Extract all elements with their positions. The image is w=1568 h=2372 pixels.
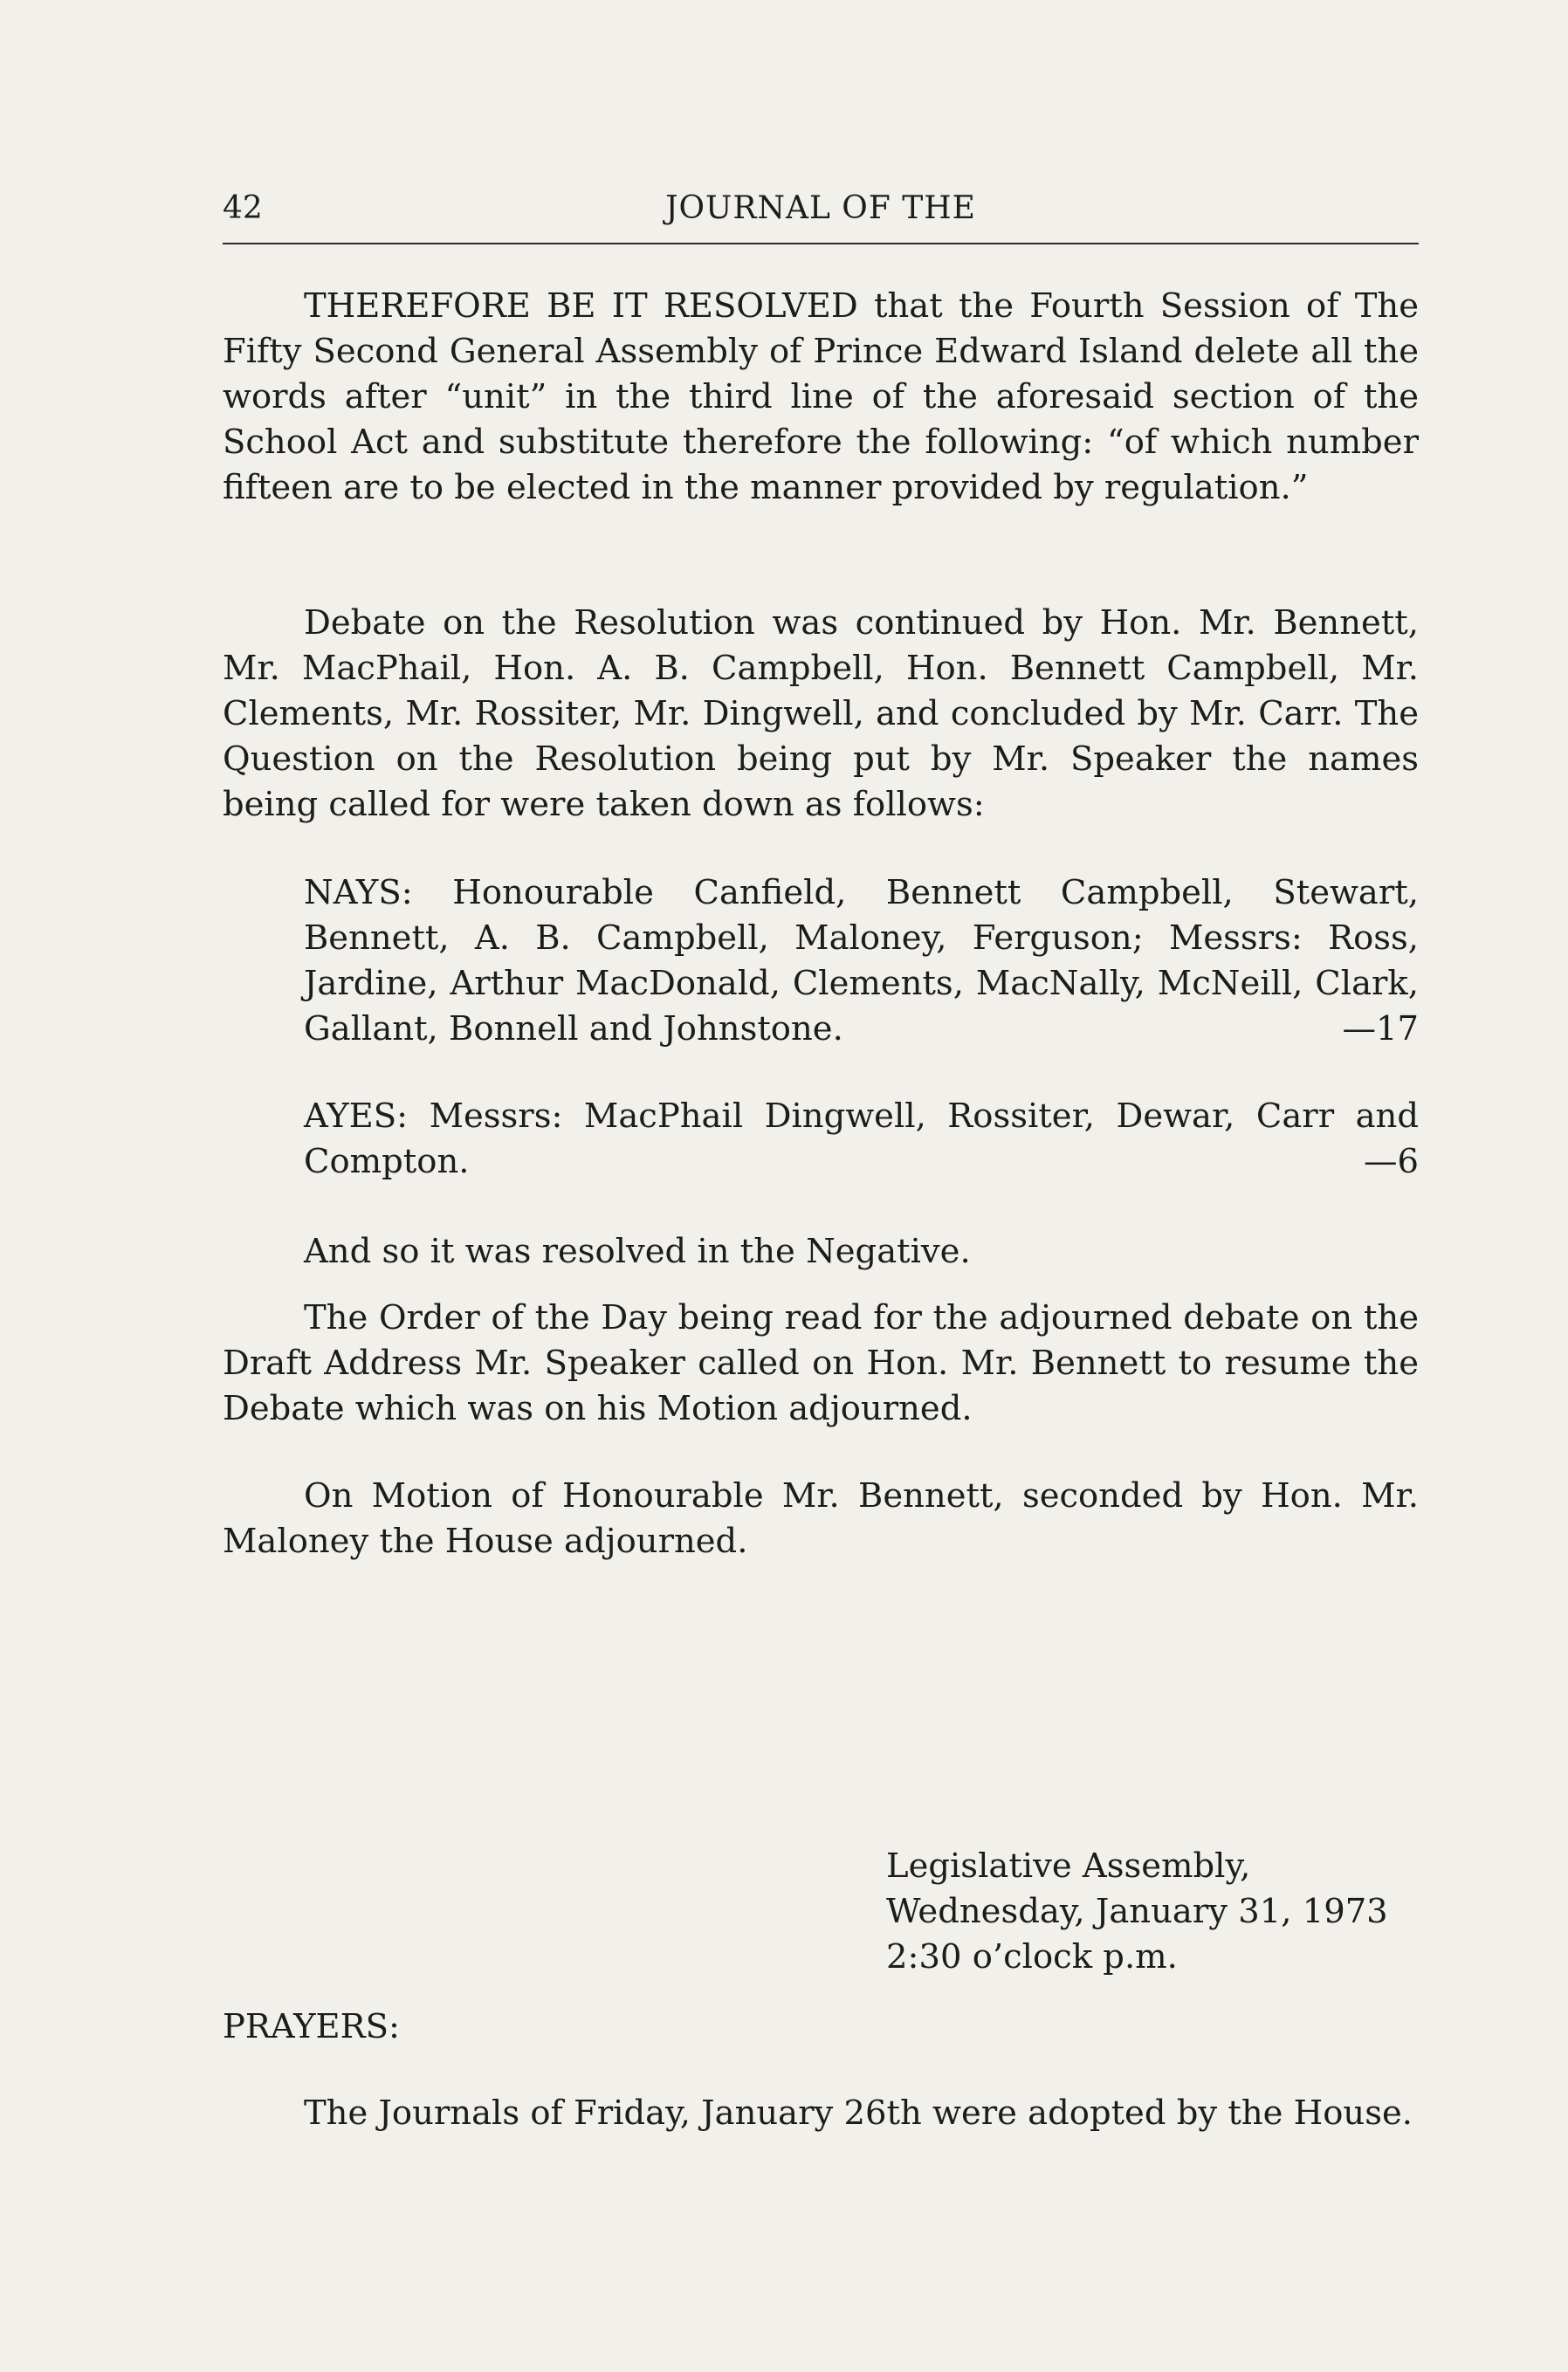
resolution-paragraph: THEREFORE BE IT RESOLVED that the Fourth Session of The Fifty Second General Assembly of Prince Edward Island delete all the words after “unit” in the third line of the aforesaid section of the School Act and substitute therefore the following: “of which number fifteen are to be elected in the manner provided by regulation.” [223,286,1419,507]
prayers-heading: PRAYERS: [223,2007,400,2046]
dateline-date: Wednesday, January 31, 1973 [886,1892,1388,1931]
debate-paragraph: Debate on the Resolution was continued by Hon. Mr. Bennett, Mr. MacPhail, Hon. A. B. Campbell, Hon. Bennett Campbell, Mr. Clements, Mr. Rossiter, Mr. Dingwell, and concluded by Mr. Carr. The Question on the Resolution being put by Mr. Speaker the names being called for were taken down as follows: [223,603,1419,824]
ayes-count: —6 [1364,1142,1419,1181]
ayes-paragraph [304,1094,1419,1185]
page-header [223,190,1419,234]
dateline-time: 2:30 o’clock p.m. [886,1937,1178,1977]
nays-paragraph [304,870,1419,1052]
journals-paragraph: The Journals of Friday, January 26th were adopted by the House. [304,2094,1413,2133]
nays-text: NAYS: Honourable Canfield, Bennett Campbell, Stewart, Bennett, A. B. Campbell, Maloney, Ferguson; Messrs: Ross, Jardine, Arthur MacDonald, Clements, MacNally, McNeill, Clark, Gallant, Bonnell and Johnstone. [304,873,1419,1048]
header-rule [223,243,1419,244]
ayes-text: AYES: Messrs: MacPhail Dingwell, Rossiter, Dewar, Carr and Compton. [304,1097,1419,1181]
dateline [886,1844,1388,1980]
dateline-assembly: Legislative Assembly, [886,1846,1251,1886]
nays-count: —17 [1342,1009,1419,1048]
page-number: 42 [223,190,263,226]
order-of-day-paragraph: The Order of the Day being read for the adjourned debate on the Draft Address Mr. Speaker called on Hon. Mr. Bennett to resume the Debate which was on his Motion adjourned. [223,1298,1419,1428]
adjournment-paragraph: On Motion of Honourable Mr. Bennett, seconded by Hon. Mr. Maloney the House adjourned. [223,1476,1419,1561]
running-title: JOURNAL OF THE [665,190,976,226]
negative-paragraph: And so it was resolved in the Negative. [304,1232,971,1271]
